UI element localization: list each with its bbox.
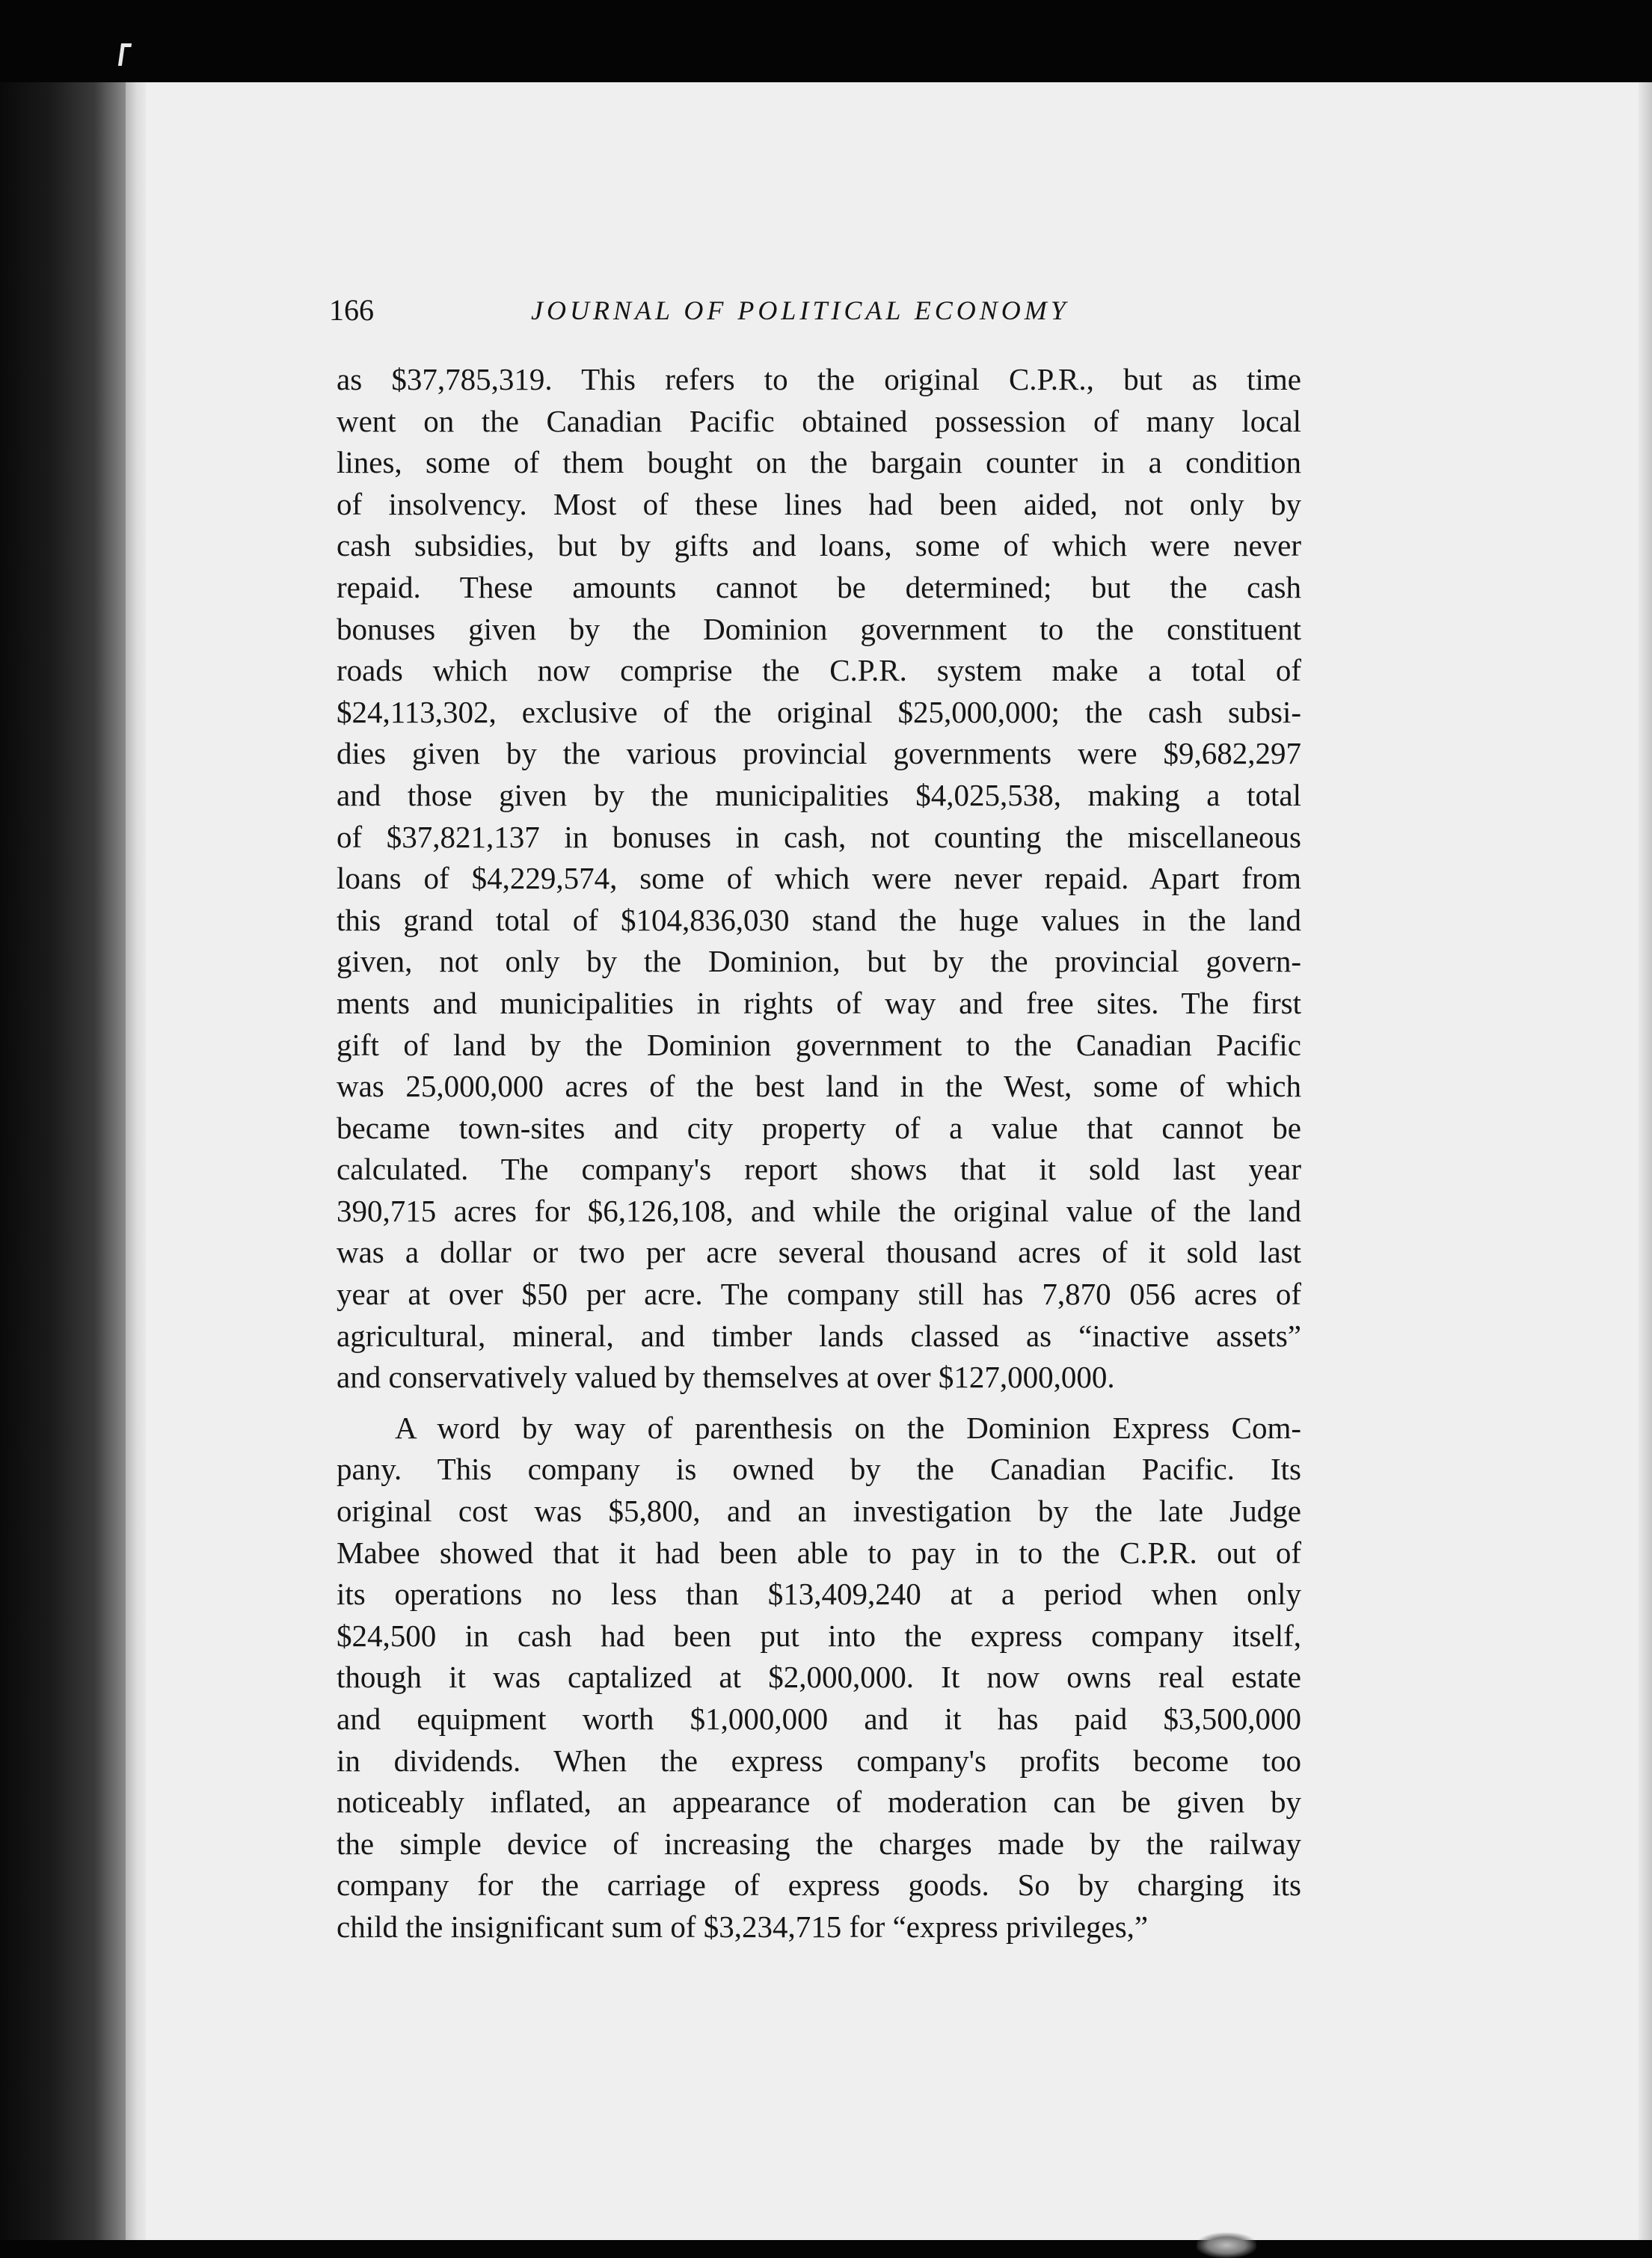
text-line: though it was captalized at $2,000,000. It now owns real estate [337, 1660, 1301, 1695]
text-line: ments and municipalities in rights of way and free sites. The first [337, 985, 1301, 1020]
text-line: given, not only by the Dominion, but by the provincial govern- [337, 944, 1301, 979]
text-line: and equipment worth $1,000,000 and it has paid $3,500,000 [337, 1702, 1301, 1736]
text-line: as $37,785,319. This refers to the original C.P.R., but as time [337, 362, 1301, 396]
text-line: and those given by the municipalities $4,025,538, making a total [337, 777, 1301, 812]
text-line: original cost was $5,800, and an investigation by the late Judge [337, 1494, 1301, 1529]
paragraph [337, 1408, 1301, 1948]
text-line: went on the Canadian Pacific obtained possession of many local [337, 403, 1301, 438]
scan-top-border [0, 0, 1652, 82]
text-line: bonuses given by the Dominion government to the constituent [337, 611, 1301, 646]
text-line: of insolvency. Most of these lines had been aided, not only by [337, 486, 1301, 521]
text-line: roads which now comprise the C.P.R. system make a total of [337, 653, 1301, 688]
text-line: was 25,000,000 acres of the best land in the West, some of which [337, 1069, 1301, 1104]
text-line: $24,500 in cash had been put into the express company itself, [337, 1618, 1301, 1653]
facing-page-edge [0, 82, 126, 2244]
scan-smudge [1197, 2233, 1256, 2258]
running-head: JOURNAL OF POLITICAL ECONOMY [531, 295, 1069, 325]
body-text [337, 359, 1301, 1948]
text-line: child the insignificant sum of $3,234,715 for “express privileges,” [337, 1909, 1149, 1944]
text-line: $24,113,302, exclusive of the original $25,000,000; the cash subsi- [337, 694, 1301, 729]
text-line: pany. This company is owned by the Canadian Pacific. Its [337, 1452, 1301, 1487]
text-line: became town-sites and city property of a value that cannot be [337, 1110, 1301, 1145]
page-right-edge [1639, 82, 1652, 2240]
scan-bottom-border [0, 2240, 1652, 2258]
text-line: of $37,821,137 in bonuses in cash, not counting the miscellaneous [337, 819, 1301, 854]
text-line: its operations no less than $13,409,240 at a period when only [337, 1577, 1301, 1612]
text-line: Mabee showed that it had been able to pay in to the C.P.R. out of [337, 1535, 1301, 1570]
page-number: 166 [329, 293, 374, 327]
page-header [329, 288, 1346, 333]
text-line: in dividends. When the express company's profits become too [337, 1743, 1301, 1778]
text-line: and conservatively valued by themselves at over $127,000,000. [337, 1360, 1115, 1395]
text-line: repaid. These amounts cannot be determined; but the cash [337, 569, 1301, 604]
text-line: cash subsidies, but by gifts and loans, some of which were never [337, 528, 1301, 563]
text-line: A word by way of parenthesis on the Dominion Express Com- [395, 1410, 1301, 1445]
book-gutter [126, 82, 148, 2240]
text-line: lines, some of them bought on the bargain counter in a condition [337, 445, 1301, 480]
text-line: gift of land by the Dominion government to the Canadian Pacific [337, 1027, 1301, 1062]
text-line: agricultural, mineral, and timber lands classed as “inactive assets” [337, 1318, 1301, 1353]
text-line: this grand total of $104,836,030 stand the huge values in the land [337, 902, 1301, 937]
paragraph [337, 359, 1301, 1399]
text-line: company for the carriage of express goods. So by charging its [337, 1868, 1301, 1903]
text-line: was a dollar or two per acre several thousand acres of it sold last [337, 1235, 1301, 1270]
text-line: dies given by the various provincial governments were $9,682,297 [337, 736, 1301, 771]
text-line: year at over $50 per acre. The company still has 7,870 056 acres of [337, 1277, 1301, 1312]
text-line: loans of $4,229,574, some of which were never repaid. Apart from [337, 861, 1301, 896]
text-line: noticeably inflated, an appearance of moderation can be given by [337, 1785, 1301, 1820]
text-line: calculated. The company's report shows that it sold last year [337, 1152, 1301, 1187]
text-line: the simple device of increasing the charges made by the railway [337, 1826, 1301, 1861]
text-line: 390,715 acres for $6,126,108, and while the original value of the land [337, 1193, 1301, 1228]
